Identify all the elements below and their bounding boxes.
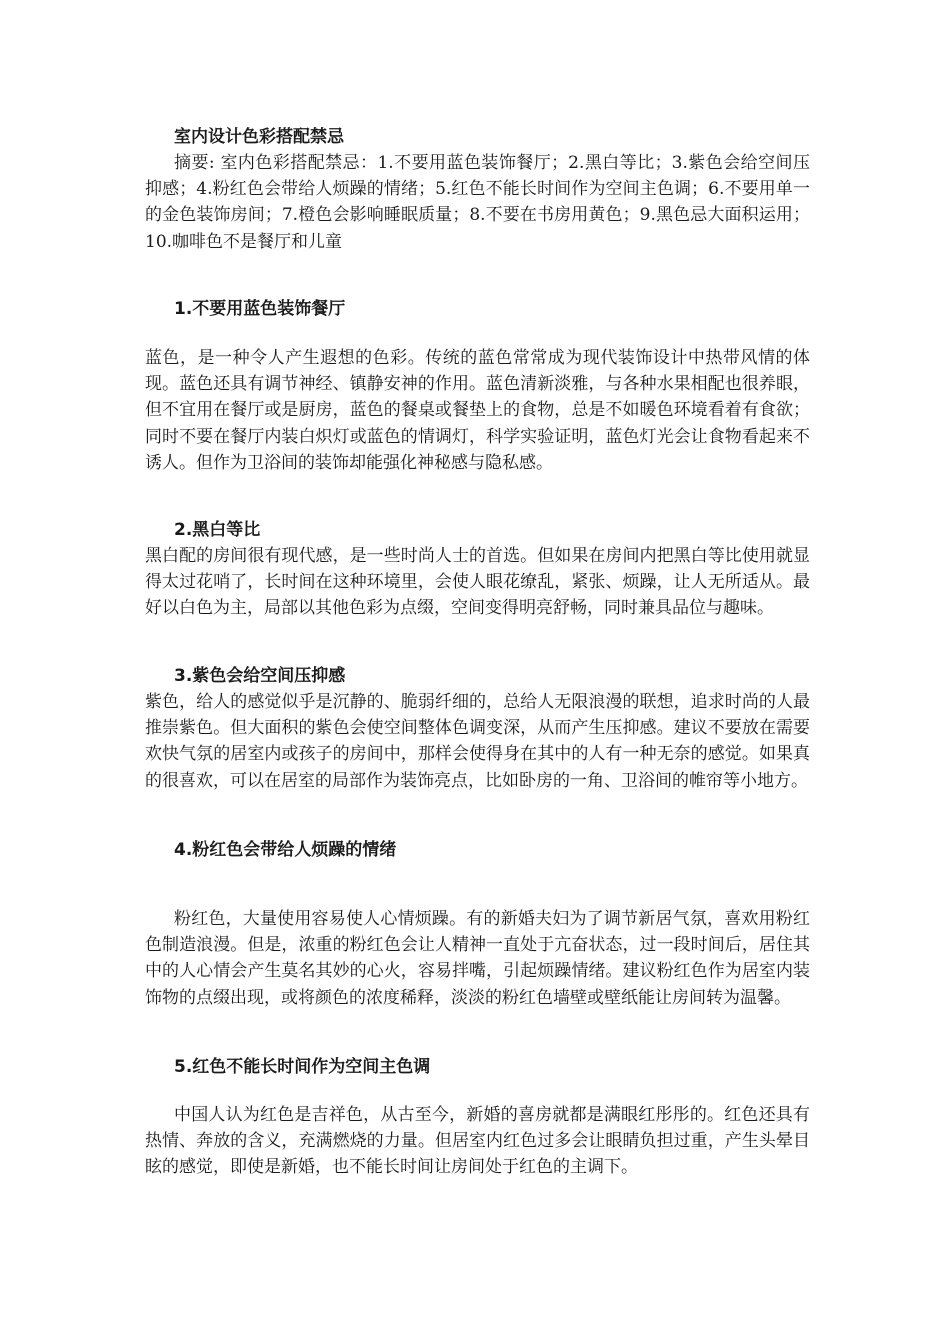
section-1-heading: 1.不要用蓝色装饰餐厅: [174, 299, 346, 319]
section-1-body: 蓝色，是一种令人产生遐想的色彩。传统的蓝色常常成为现代装饰设计中热带风情的体现。蓝色还具有调节神经、镇静安神的作用。蓝色清新淡雅，与各种水果相配也很养眼，但不宜用在餐厅或是厨房，蓝色的餐桌或餐垫上的食物，总是不如暖色环境看着有食欲；同时不要在餐厅内装白炽灯或蓝色的情调灯，科学实验证明，蓝色灯光会让食物看起来不诱人。但作为卫浴间的装饰却能强化神秘感与隐私感。: [145, 348, 810, 473]
section-2-body: 黑白配的房间很有现代感，是一些时尚人士的首选。但如果在房间内把黑白等比使用就显得太过花哨了，长时间在这种环境里，会使人眼花缭乱，紧张、烦躁，让人无所适从。最好以白色为主，局部以其他色彩为点缀，空间变得明亮舒畅，同时兼具品位与趣味。: [145, 546, 810, 619]
section-2-heading: 2.黑白等比: [174, 520, 261, 540]
summary-paragraph: 摘要: 室内色彩搭配禁忌：1.不要用蓝色装饰餐厅；2.黑白等比；3.紫色会给空间压抑感；4.粉红色会带给人烦躁的情绪；5.红色不能长时间作为空间主色调；6.不要用单一的金色装饰房间；7.橙色会影响睡眠质量；8.不要在书房用黄色；9.黑色忌大面积运用；10.咖啡色不是餐厅和儿童: [145, 153, 810, 252]
section-4-heading: 4.粉红色会带给人烦躁的情绪: [174, 840, 397, 860]
section-5-body: 中国人认为红色是吉祥色，从古至今，新婚的喜房就都是满眼红彤彤的。红色还具有热情、奔放的含义，充满燃烧的力量。但居室内红色过多会让眼睛负担过重，产生头晕目眩的感觉，即使是新婚，也不能长时间让房间处于红色的主调下。: [145, 1105, 810, 1178]
section-3-body: 紫色，给人的感觉似乎是沉静的、脆弱纤细的，总给人无限浪漫的联想，追求时尚的人最推崇紫色。但大面积的紫色会使空间整体色调变深，从而产生压抑感。建议不要放在需要欢快气氛的居室内或孩子的房间中，那样会使得身在其中的人有一种无奈的感觉。如果真的很喜欢，可以在居室的局部作为装饰亮点，比如卧房的一角、卫浴间的帷帘等小地方。: [145, 692, 810, 791]
section-3-heading: 3.紫色会给空间压抑感: [174, 666, 346, 686]
document-title: 室内设计色彩搭配禁忌: [174, 127, 344, 147]
section-4-body: 粉红色，大量使用容易使人心情烦躁。有的新婚夫妇为了调节新居气氛，喜欢用粉红色制造浪漫。但是，浓重的粉红色会让人精神一直处于亢奋状态，过一段时间后，居住其中的人心情会产生莫名其妙的心火，容易拌嘴，引起烦躁情绪。建议粉红色作为居室内装饰物的点缀出现，或将颜色的浓度稀释，淡淡的粉红色墙壁或壁纸能让房间转为温馨。: [145, 909, 810, 1008]
section-5-heading: 5.红色不能长时间作为空间主色调: [174, 1057, 431, 1077]
